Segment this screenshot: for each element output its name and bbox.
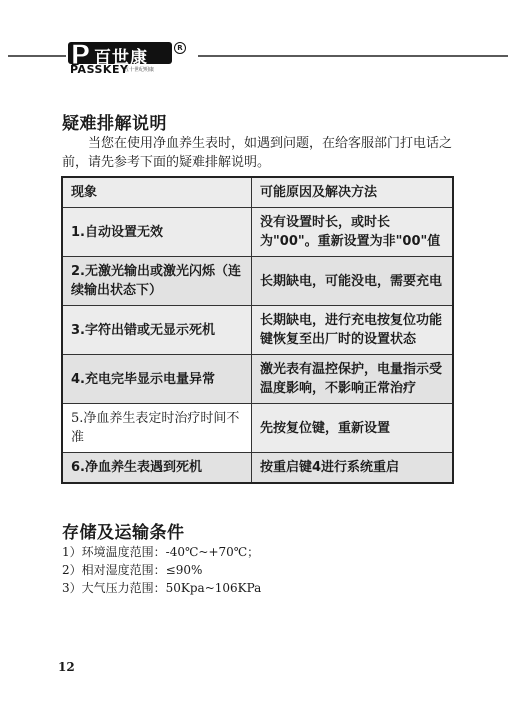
header-rule-right: [198, 55, 508, 57]
problem-cell: 4.充电完毕显示电量异常: [62, 355, 252, 404]
troubleshooting-intro: 当您在使用净血养生表时，如遇到问题，在给客服部门打电话之前，请先参考下面的疑难排解说明。: [62, 136, 453, 170]
list-item: 1）环境温度范围：-40℃~+70℃；: [62, 545, 260, 559]
storage-conditions-list: [62, 543, 261, 597]
brand-logo: [68, 40, 196, 74]
logo-english-name: PASSKEY: [70, 63, 129, 76]
solution-cell: 先按复位键，重新设置: [252, 404, 454, 453]
problem-cell: 2.无激光输出或激光闪烁（连续输出状态下）: [62, 257, 252, 306]
list-item: 2）相对湿度范围：≤90%: [62, 563, 203, 577]
solution-cell: 没有设置时长，或时长为"00"。重新设置为非"00"值: [252, 208, 454, 257]
problem-cell: 6.净血养生表遇到死机: [62, 453, 252, 484]
table-header-row: [62, 177, 453, 208]
table-row: [62, 404, 453, 453]
troubleshooting-title: 疑难排解说明: [62, 114, 167, 134]
table-row: [62, 306, 453, 355]
table-row: [62, 355, 453, 404]
registered-trademark-icon: R: [174, 42, 186, 54]
page-number: 12: [58, 660, 75, 674]
problem-cell: 1.自动设置无效: [62, 208, 252, 257]
logo-tagline: 五十世纪明康: [124, 67, 155, 73]
problem-cell: 5.净血养生表定时治疗时间不准: [62, 404, 252, 453]
header-problem: 现象: [62, 177, 252, 208]
solution-cell: 长期缺电，进行充电按复位功能键恢复至出厂时的设置状态: [252, 306, 454, 355]
troubleshooting-table: [61, 176, 454, 484]
solution-cell: 激光表有温控保护，电量指示受温度影响，不影响正常治疗: [252, 355, 454, 404]
solution-cell: 按重启键4进行系统重启: [252, 453, 454, 484]
solution-cell: 长期缺电，可能没电，需要充电: [252, 257, 454, 306]
table-row: [62, 257, 453, 306]
storage-title: 存储及运输条件: [62, 523, 185, 543]
table-row: [62, 208, 453, 257]
logo-chinese-name: 百世康: [94, 48, 148, 68]
header-rule-left: [8, 55, 66, 57]
logo-initial: P: [70, 38, 90, 71]
header-solution: 可能原因及解决方法: [252, 177, 454, 208]
table-row: [62, 453, 453, 484]
list-item: 3）大气压力范围：50Kpa~106KPa: [62, 581, 262, 595]
problem-cell: 3.字符出错或无显示死机: [62, 306, 252, 355]
